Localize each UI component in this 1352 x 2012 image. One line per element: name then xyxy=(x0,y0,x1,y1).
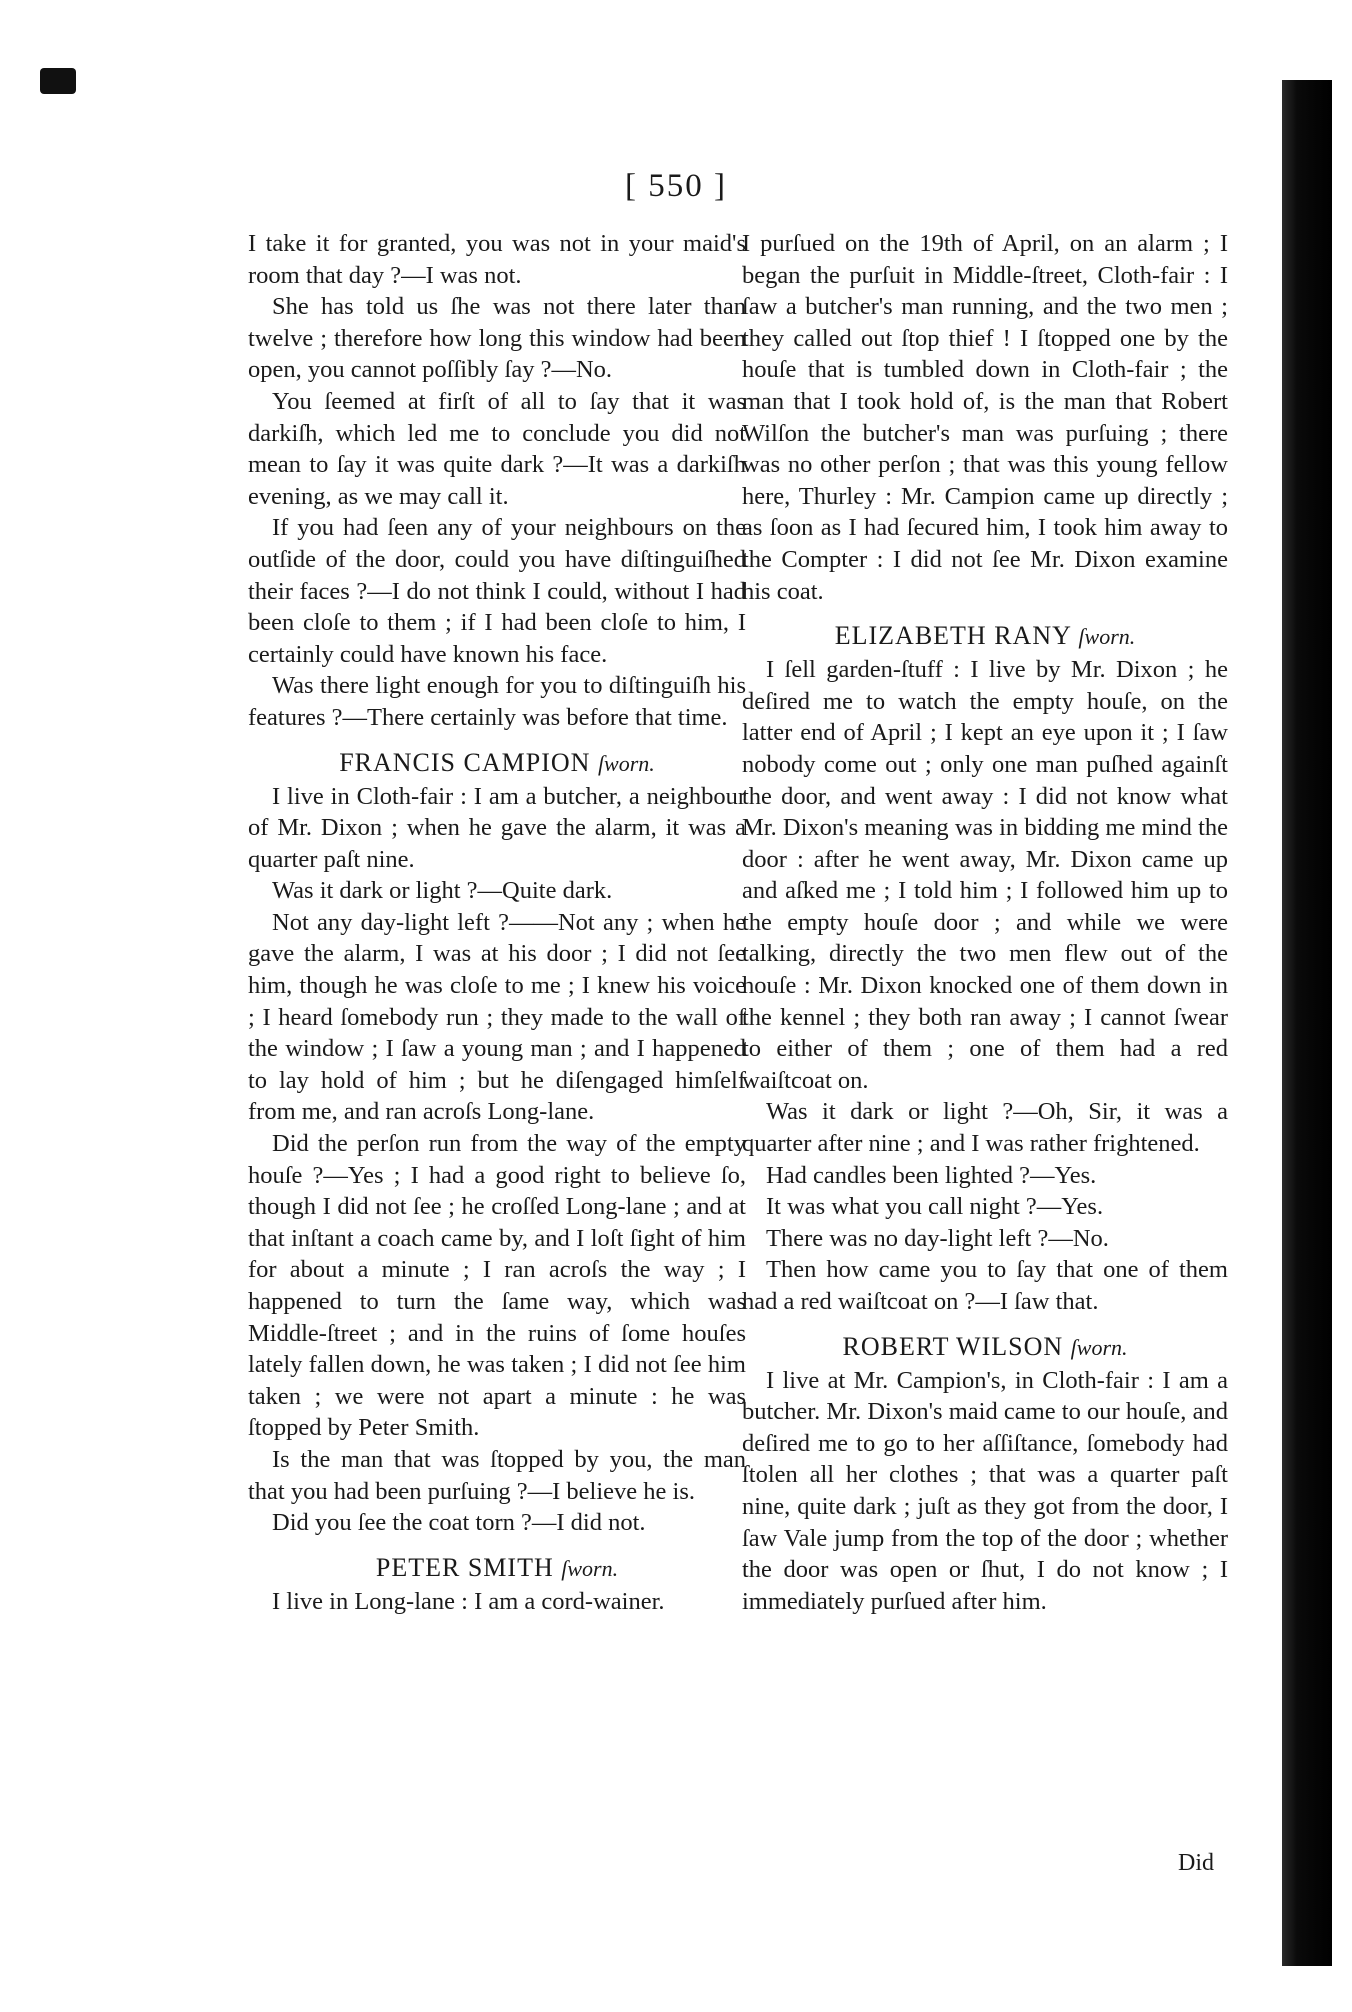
testimony-paragraph: I take it for granted, you was not in your maid's room that day ?—I was not. xyxy=(248,230,746,289)
sworn-label: ſworn. xyxy=(561,1555,619,1581)
witness-heading xyxy=(248,746,746,781)
testimony-paragraph: Had candles been lighted ?—Yes. xyxy=(766,1161,1097,1189)
testimony-paragraph: Was it dark or light ?—Oh, Sir, it was a quarter after nine ; and I was rather frightened. xyxy=(742,1098,1228,1158)
testimony-paragraph: It was what you call night ?—Yes. xyxy=(766,1193,1104,1221)
testimony-paragraph: I purſued on the 19th of April, on an alarm ; I began the purſuit in Middle-ſtreet, Cloth-fair : I ſaw a butcher's man running, and the two men ; they called out ſtop thief ! I ſtopped one by the houſe that is tumbled down in Cloth-fair ; the man that I took hold of, is the man that Robert Wilſon the butcher's man was purſuing ; there was no other perſon ; that was this young fellow here, Thurley : Mr. Campion came up directly ; as ſoon as I had ſecured him, I took him away to the Compter : I did not ſee Mr. Dixon examine his coat. xyxy=(742,230,1228,605)
witness-name: PETER SMITH xyxy=(375,1552,554,1582)
sworn-label: ſworn. xyxy=(1078,624,1136,650)
testimony-paragraph: There was no day-light left ?—No. xyxy=(766,1224,1109,1252)
testimony-paragraph: Then how came you to ſay that one of them had a red waiſtcoat on ?—I ſaw that. xyxy=(742,1256,1228,1315)
binding-shadow xyxy=(1282,80,1332,1966)
witness-heading xyxy=(742,1330,1228,1365)
testimony-paragraph: I live in Long-lane : I am a cord-wainer. xyxy=(272,1587,665,1615)
right-column xyxy=(742,228,1228,1617)
testimony-paragraph: You ſeemed at firſt of all to ſay that it was darkiſh, which led me to conclude you did not mean to ſay it was quite dark ?—It was a darkiſh evening, as we may call it. xyxy=(248,387,746,510)
testimony-paragraph: Was there light enough for you to diſtinguiſh his features ?—There certainly was before that time. xyxy=(248,672,746,731)
sworn-label: ſworn. xyxy=(597,750,655,776)
corner-mark xyxy=(40,68,76,94)
testimony-paragraph: I ſell garden-ſtuff : I live by Mr. Dixon ; he deſired me to watch the empty houſe, on the latter end of April ; I kept an eye upon it ; I ſaw nobody come out ; only one man puſhed againſt the door, and went away : I did not know what Mr. Dixon's meaning was in bidding me mind the door : after he went away, Mr. Dixon came up and aſked me ; I told him ; I followed him up to the empty houſe door ; and while we were talking, directly the two men flew out of the houſe : Mr. Dixon knocked one of them down in the kennel ; they both ran away ; I cannot ſwear to either of them ; one of them had a red waiſtcoat on. xyxy=(742,656,1228,1094)
page-number: [ 550 ] xyxy=(625,168,727,204)
testimony-paragraph: Was it dark or light ?—Quite dark. xyxy=(272,877,613,905)
testimony-paragraph: I live in Cloth-fair : I am a butcher, a neighbour of Mr. Dixon ; when he gave the alarm, it was a quarter paſt nine. xyxy=(248,782,746,873)
sworn-label: ſworn. xyxy=(1070,1334,1128,1360)
witness-name: ELIZABETH RANY xyxy=(834,621,1071,651)
testimony-paragraph: Not any day-light left ?——Not any ; when he gave the alarm, I was at his door ; I did not ſee him, though he was cloſe to me ; I knew his voice ; I heard ſomebody run ; they made to the wall of the window ; I ſaw a young man ; and I happened to lay hold of him ; but he diſengaged himſelf from me, and ran acroſs Long-lane. xyxy=(248,908,746,1126)
witness-name: ROBERT WILSON xyxy=(842,1331,1064,1361)
witness-heading xyxy=(248,1551,746,1586)
testimony-paragraph: I live at Mr. Campion's, in Cloth-fair : I am a butcher. Mr. Dixon's maid came to our houſe, and deſired me to go to her aſſiſtance, ſomebody had ſtolen all her clothes ; that was a quarter paſt nine, quite dark ; juſt as they got from the door, I ſaw Vale jump from the top of the door ; whether the door was open or ſhut, I do not know ; I immediately purſued after him. xyxy=(742,1366,1228,1615)
catchword: Did xyxy=(1178,1850,1214,1876)
witness-name: FRANCIS CAMPION xyxy=(339,747,591,777)
testimony-paragraph: Did the perſon run from the way of the empty houſe ?—Yes ; I had a good right to believe ſo, though I did not ſee ; he croſſed Long-lane ; and at that inſtant a coach came by, and I loſt ſight of him for about a minute ; I ran acroſs the way ; I happened to turn the ſame way, which was Middle-ſtreet ; and in the ruins of ſome houſes lately fallen down, he was taken ; I did not ſee him taken ; we were not apart a minute : he was ſtopped by Peter Smith. xyxy=(248,1130,746,1442)
testimony-paragraph: Is the man that was ſtopped by you, the man that you had been purſuing ?—I believe he is. xyxy=(248,1445,746,1505)
left-column xyxy=(248,228,746,1617)
testimony-paragraph: If you had ſeen any of your neighbours on the outſide of the door, could you have diſtinguiſhed their faces ?—I do not think I could, without I had been cloſe to them ; if I had been cloſe to him, I certainly could have known his face. xyxy=(248,514,746,668)
witness-heading xyxy=(742,619,1228,654)
testimony-paragraph: Did you ſee the coat torn ?—I did not. xyxy=(272,1509,646,1537)
testimony-paragraph: She has told us ſhe was not there later than twelve ; therefore how long this window had been open, you cannot poſſibly ſay ?—No. xyxy=(248,293,746,384)
